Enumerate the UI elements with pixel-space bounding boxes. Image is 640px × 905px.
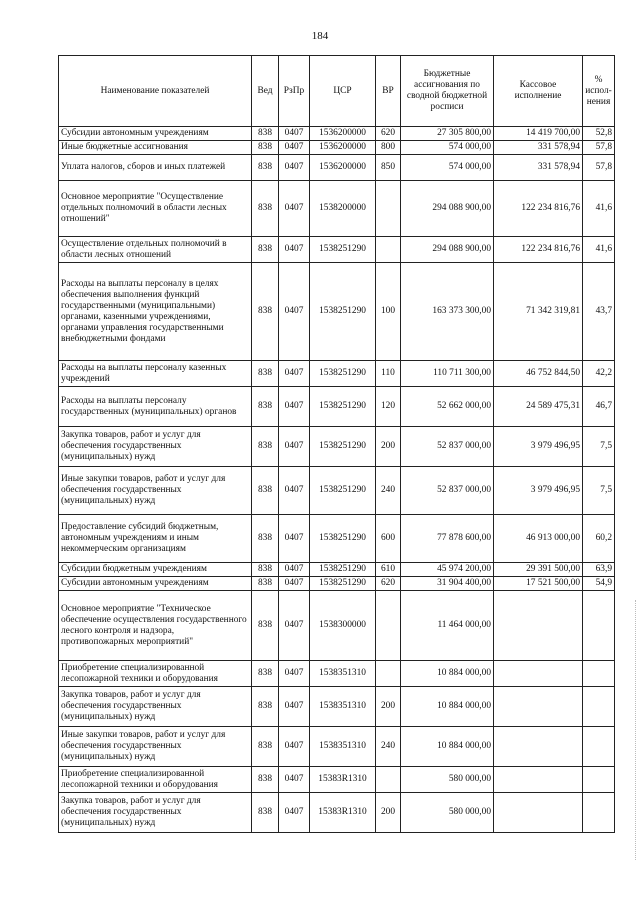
table-row [59,155,615,181]
row-rzpr: 0407 [279,591,310,661]
row-csr: 1538251290 [310,515,376,563]
row-rzpr: 0407 [279,427,310,467]
row-vr: 620 [376,577,401,591]
row-csr: 1538300000 [310,591,376,661]
row-ved: 838 [252,467,279,515]
row-vr: 800 [376,141,401,155]
row-name: Расходы на выплаты персоналу государственных (муниципальных) органов [59,387,252,427]
row-budget: 52 662 000,00 [401,387,494,427]
row-name: Иные закупки товаров, работ и услуг для обеспечения государственных (муниципальных) нужд [59,467,252,515]
row-rzpr: 0407 [279,237,310,263]
row-ved: 838 [252,793,279,833]
row-cash [494,727,583,767]
table-row [59,181,615,237]
row-name: Субсидии автономным учреждениям [59,127,252,141]
row-csr: 1538351310 [310,687,376,727]
row-vr: 200 [376,687,401,727]
row-name: Субсидии автономным учреждениям [59,577,252,591]
table-row [59,515,615,563]
row-csr: 1538351310 [310,727,376,767]
row-cash [494,591,583,661]
row-cash: 331 578,94 [494,141,583,155]
header-ved: Вед [252,56,279,127]
row-budget: 294 088 900,00 [401,237,494,263]
table-row [59,727,615,767]
row-ved: 838 [252,155,279,181]
row-vr: 240 [376,467,401,515]
row-ved: 838 [252,577,279,591]
row-cash: 29 391 500,00 [494,563,583,577]
row-name: Иные закупки товаров, работ и услуг для обеспечения государственных (муниципальных) нужд [59,727,252,767]
row-cash [494,687,583,727]
row-percent: 7,5 [583,467,615,515]
row-budget: 580 000,00 [401,767,494,793]
row-rzpr: 0407 [279,263,310,361]
table-row [59,141,615,155]
row-csr: 15383R1310 [310,767,376,793]
row-cash: 3 979 496,95 [494,427,583,467]
row-csr: 1538251290 [310,237,376,263]
row-vr: 610 [376,563,401,577]
row-vr: 120 [376,387,401,427]
row-ved: 838 [252,767,279,793]
row-cash [494,793,583,833]
row-csr: 1536200000 [310,127,376,141]
header-csr: ЦСР [310,56,376,127]
table-row [59,361,615,387]
row-cash: 331 578,94 [494,155,583,181]
budget-execution-table [58,55,615,833]
row-budget: 11 464 000,00 [401,591,494,661]
row-name: Закупка товаров, работ и услуг для обеспечения государственных (муниципальных) нужд [59,793,252,833]
row-ved: 838 [252,141,279,155]
row-ved: 838 [252,361,279,387]
row-percent: 43,7 [583,263,615,361]
row-cash: 24 589 475,31 [494,387,583,427]
row-vr: 600 [376,515,401,563]
header-budget: Бюджетные ассигнования по сводной бюджетной росписи [401,56,494,127]
row-ved: 838 [252,563,279,577]
row-csr: 1538251290 [310,577,376,591]
page-number: 184 [311,30,329,42]
row-cash: 122 234 816,76 [494,237,583,263]
row-csr: 1538251290 [310,387,376,427]
row-name: Приобретение специализированной лесопожарной техники и оборудования [59,767,252,793]
row-percent [583,687,615,727]
row-csr: 1538351310 [310,661,376,687]
row-rzpr: 0407 [279,155,310,181]
table-row [59,387,615,427]
row-percent: 41,6 [583,237,615,263]
row-ved: 838 [252,237,279,263]
row-cash: 122 234 816,76 [494,181,583,237]
row-percent: 54,9 [583,577,615,591]
table-row [59,661,615,687]
row-name: Приобретение специализированной лесопожарной техники и оборудования [59,661,252,687]
table-row [59,793,615,833]
header-percent: % испол-нения [583,56,615,127]
row-cash [494,767,583,793]
row-ved: 838 [252,687,279,727]
row-name: Расходы на выплаты персоналу в целях обеспечения выполнения функций государственными (муниципальными) органами, казенными учреждениями, органами управления государственными внебюджетными фондами [59,263,252,361]
row-ved: 838 [252,263,279,361]
row-vr [376,661,401,687]
row-csr: 15383R1310 [310,793,376,833]
row-ved: 838 [252,661,279,687]
row-cash: 14 419 700,00 [494,127,583,141]
table-row [59,427,615,467]
header-cash: Кассовое исполнение [494,56,583,127]
row-name: Расходы на выплаты персоналу казенных учреждений [59,361,252,387]
row-name: Иные бюджетные ассигнования [59,141,252,155]
row-vr: 200 [376,793,401,833]
row-budget: 294 088 900,00 [401,181,494,237]
row-percent: 46,7 [583,387,615,427]
row-percent: 57,8 [583,141,615,155]
row-ved: 838 [252,181,279,237]
row-percent [583,727,615,767]
row-csr: 1538251290 [310,467,376,515]
row-vr: 620 [376,127,401,141]
table-row [59,563,615,577]
row-percent: 52,8 [583,127,615,141]
row-budget: 27 305 800,00 [401,127,494,141]
row-rzpr: 0407 [279,127,310,141]
row-rzpr: 0407 [279,141,310,155]
row-name: Предоставление субсидий бюджетным, автономным учреждениям и иным некоммерческим организациям [59,515,252,563]
row-rzpr: 0407 [279,361,310,387]
row-rzpr: 0407 [279,661,310,687]
row-name: Субсидии бюджетным учреждениям [59,563,252,577]
row-rzpr: 0407 [279,577,310,591]
row-budget: 45 974 200,00 [401,563,494,577]
row-name: Осуществление отдельных полномочий в области лесных отношений [59,237,252,263]
table-row [59,263,615,361]
row-rzpr: 0407 [279,727,310,767]
row-percent [583,767,615,793]
row-vr [376,767,401,793]
row-csr: 1538251290 [310,427,376,467]
row-rzpr: 0407 [279,767,310,793]
header-vr: ВР [376,56,401,127]
row-vr: 200 [376,427,401,467]
table-row [59,767,615,793]
table-row [59,591,615,661]
margin-scan-artifact [635,600,637,860]
row-budget: 163 373 300,00 [401,263,494,361]
row-vr: 110 [376,361,401,387]
row-rzpr: 0407 [279,181,310,237]
row-rzpr: 0407 [279,793,310,833]
row-csr: 1536200000 [310,141,376,155]
row-cash: 46 752 844,50 [494,361,583,387]
row-percent: 7,5 [583,427,615,467]
row-budget: 10 884 000,00 [401,661,494,687]
row-csr: 1538251290 [310,263,376,361]
row-vr: 100 [376,263,401,361]
row-csr: 1538200000 [310,181,376,237]
row-ved: 838 [252,427,279,467]
row-ved: 838 [252,515,279,563]
row-percent [583,661,615,687]
row-budget: 31 904 400,00 [401,577,494,591]
row-vr: 850 [376,155,401,181]
row-name: Основное мероприятие "Техническое обеспечение осуществления государственного лесного контроля и надзора, противопожарных мероприятий" [59,591,252,661]
header-rzpr: РзПр [279,56,310,127]
row-cash: 46 913 000,00 [494,515,583,563]
row-budget: 77 878 600,00 [401,515,494,563]
row-budget: 580 000,00 [401,793,494,833]
row-rzpr: 0407 [279,687,310,727]
row-ved: 838 [252,591,279,661]
row-percent: 60,2 [583,515,615,563]
row-percent: 42,2 [583,361,615,387]
row-percent: 63,9 [583,563,615,577]
row-rzpr: 0407 [279,387,310,427]
table-row [59,237,615,263]
row-budget: 110 711 300,00 [401,361,494,387]
row-cash [494,661,583,687]
row-percent: 57,8 [583,155,615,181]
row-csr: 1538251290 [310,563,376,577]
row-budget: 574 000,00 [401,141,494,155]
row-csr: 1536200000 [310,155,376,181]
row-rzpr: 0407 [279,563,310,577]
table-row [59,127,615,141]
row-csr: 1538251290 [310,361,376,387]
table-header-row [59,56,615,127]
row-vr: 240 [376,727,401,767]
row-budget: 574 000,00 [401,155,494,181]
table-row [59,467,615,515]
row-budget: 10 884 000,00 [401,687,494,727]
table-row [59,687,615,727]
row-rzpr: 0407 [279,515,310,563]
row-vr [376,181,401,237]
row-name: Уплата налогов, сборов и иных платежей [59,155,252,181]
row-cash: 3 979 496,95 [494,467,583,515]
row-percent [583,591,615,661]
row-cash: 17 521 500,00 [494,577,583,591]
row-budget: 10 884 000,00 [401,727,494,767]
row-budget: 52 837 000,00 [401,467,494,515]
row-rzpr: 0407 [279,467,310,515]
row-ved: 838 [252,727,279,767]
header-name: Наименование показателей [59,56,252,127]
row-name: Закупка товаров, работ и услуг для обеспечения государственных (муниципальных) нужд [59,687,252,727]
row-ved: 838 [252,127,279,141]
row-cash: 71 342 319,81 [494,263,583,361]
row-vr [376,591,401,661]
row-name: Закупка товаров, работ и услуг для обеспечения государственных (муниципальных) нужд [59,427,252,467]
row-percent [583,793,615,833]
row-name: Основное мероприятие "Осуществление отдельных полномочий в области лесных отношений" [59,181,252,237]
row-ved: 838 [252,387,279,427]
row-vr [376,237,401,263]
row-budget: 52 837 000,00 [401,427,494,467]
table-row [59,577,615,591]
row-percent: 41,6 [583,181,615,237]
